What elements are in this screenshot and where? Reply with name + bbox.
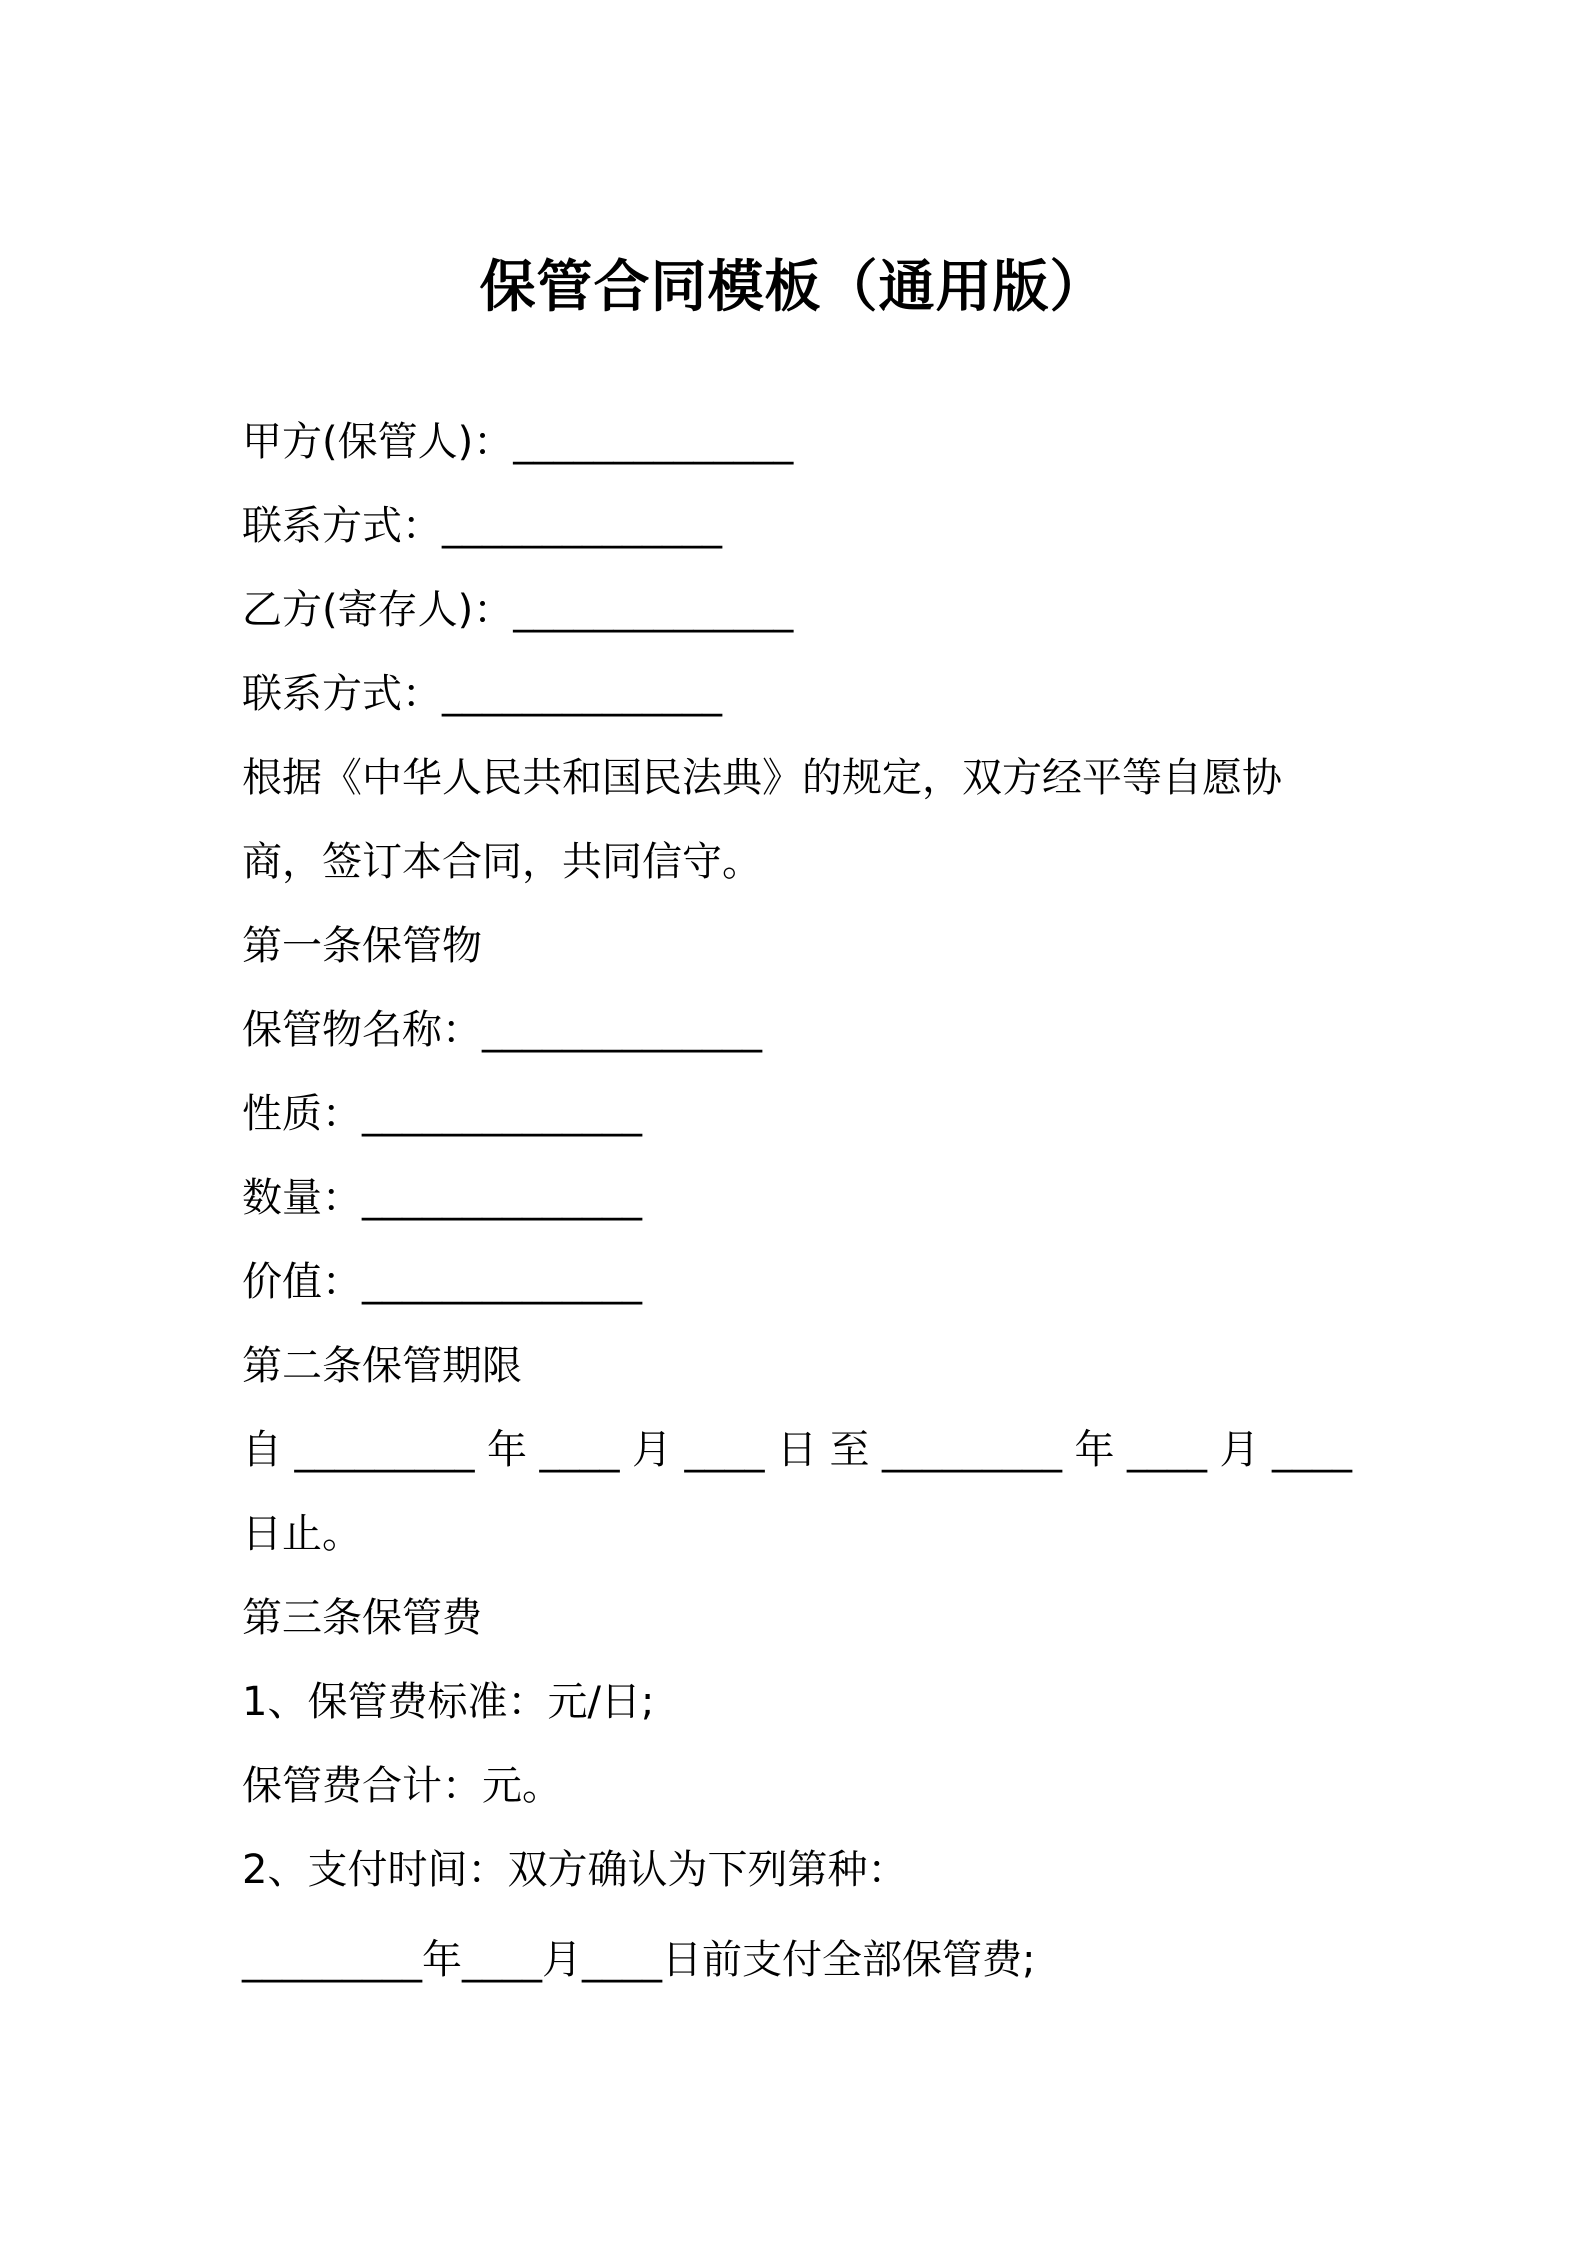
period-part: 日 xyxy=(777,1427,817,1473)
article-1-heading: 第一条保管物 xyxy=(242,923,482,969)
preamble-line-2: 商，签订本合同，共同信守。 xyxy=(242,839,762,885)
period-part: 月 xyxy=(632,1427,672,1473)
period-part: 至 xyxy=(829,1427,870,1473)
period-part: 自 xyxy=(242,1427,282,1473)
payment-time-line: 2、支付时间：双方确认为下列第种： xyxy=(242,1847,908,1893)
party-b-line: 乙方(寄存人)：______________ xyxy=(242,587,794,633)
period-blank: _________ xyxy=(294,1427,475,1473)
period-end-line: 日止。 xyxy=(242,1511,362,1557)
period-blank: ____ xyxy=(539,1427,620,1473)
period-blank: _________ xyxy=(882,1427,1062,1473)
period-blank: ____ xyxy=(684,1427,765,1473)
item-nature-line: 性质：______________ xyxy=(242,1091,642,1137)
item-name-line: 保管物名称：______________ xyxy=(242,1007,762,1053)
period-line xyxy=(242,1422,1352,1478)
item-quantity-line: 数量：______________ xyxy=(242,1175,642,1221)
party-a-contact-line: 联系方式：______________ xyxy=(242,503,722,549)
party-a-line: 甲方(保管人)：______________ xyxy=(242,419,794,465)
article-3-heading: 第三条保管费 xyxy=(242,1595,482,1641)
fee-total-line: 保管费合计：元。 xyxy=(242,1763,562,1809)
payment-option-line: _________年____月____日前支付全部保管费; xyxy=(242,1937,1036,1983)
period-part: 月 xyxy=(1219,1427,1260,1473)
fee-standard-line: 1、保管费标准：元/日; xyxy=(242,1679,655,1725)
party-b-contact-line: 联系方式：______________ xyxy=(242,671,722,717)
period-blank: ____ xyxy=(1127,1427,1207,1473)
article-2-heading: 第二条保管期限 xyxy=(242,1343,522,1389)
period-part: 年 xyxy=(487,1427,527,1473)
period-part: 年 xyxy=(1074,1427,1115,1473)
document-title: 保管合同模板（通用版） xyxy=(479,255,1107,320)
preamble-line-1: 根据《中华人民共和国民法典》的规定，双方经平等自愿协 xyxy=(242,755,1282,801)
period-blank: ____ xyxy=(1272,1427,1352,1473)
item-value-line: 价值：______________ xyxy=(242,1259,642,1305)
